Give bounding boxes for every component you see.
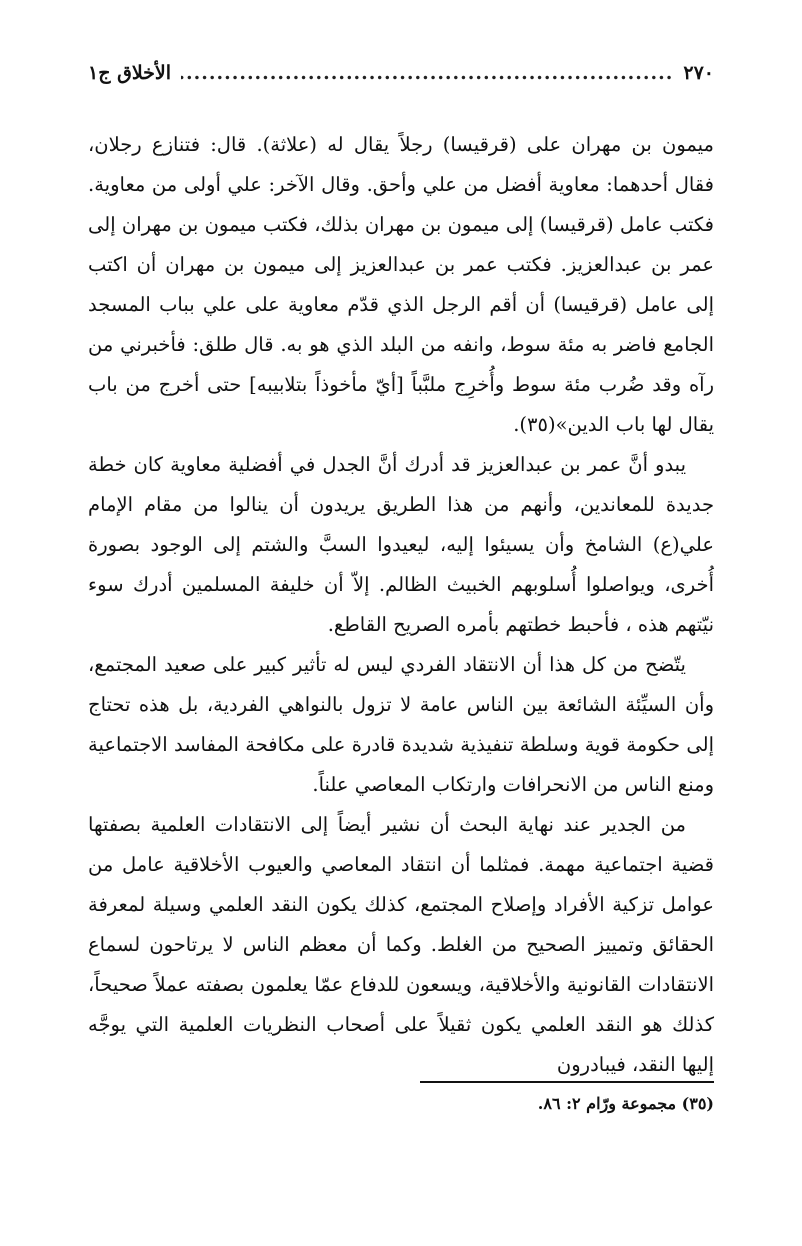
paragraph-quote-continuation: ميمون بن مهران على (قرقيسا) رجلاً يقال له (علاثة). قال: فتنازع رجلان، فقال أحدهما: معاوية أفضل من علي وأحق. وقال الآخر: علي أولى من معاوية. فكتب عامل (قرقيسا) إلى ميمون بن مهران بذلك، فكتب ميمون بن مهران إلى عمر بن عبدالعزيز. فكتب عمر بن عبدالعزيز إلى ميمون بن مهران أن اكتب إلى عامل (قرقيسا) أن أقم الرجل الذي قدّم معاوية على علي بباب المسجد الجامع فاضر به مئة سوط، وانفه من البلد الذي هو به. قال طلق: فأخبرني من رآه وقد ضُرب مئة سوط وأُخرِج ملبَّباً [أيّ مأخوذاً بتلابيبه] حتى أخرج من باب يقال لها باب الدين»(٣٥). [88, 133, 714, 436]
footnote: (٣٥) مجموعة ورّام ٢: ٨٦. [537, 1094, 714, 1113]
main-text [88, 125, 714, 1085]
footnote-separator [420, 1081, 714, 1083]
paragraph: يتّضح من كل هذا أن الانتقاد الفردي ليس له تأثير كبير على صعيد المجتمع، وأن السيِّئة الشائعة بين الناس عامة لا تزول بالنواهي الفردية، بل هذه تحتاج إلى حكومة قوية وسلطة تنفيذية شديدة قادرة على مكافحة المفاسد الاجتماعية ومنع الناس من الانحرافات وارتكاب المعاصي علناً. [88, 653, 714, 796]
running-header [88, 62, 714, 92]
page-number: ٢٧٠ [683, 62, 714, 84]
header-leader-dots [181, 62, 673, 84]
running-title: الأخلاق ج١ [88, 62, 172, 84]
paragraph: من الجدير عند نهاية البحث أن نشير أيضاً إلى الانتقادات العلمية بصفتها قضية اجتماعية مهمة. فمثلما أن انتقاد المعاصي والعيوب الأخلاقية عامل من عوامل تزكية الأفراد وإصلاح المجتمع، كذلك يكون النقد العلمي وسيلة لمعرفة الحقائق وتمييز الصحيح من الغلط. وكما أن معظم الناس لا يرتاحون لسماع الانتقادات القانونية والأخلاقية، ويسعون للدفاع عمّا يعلمون بصفته عملاً صحيحاً، كذلك هو النقد العلمي يكون ثقيلاً على أصحاب النظريات العلمية التي يوجَّه إليها النقد، فيبادرون [88, 813, 714, 1076]
paragraph: يبدو أنَّ عمر بن عبدالعزيز قد أدرك أنَّ الجدل في أفضلية معاوية كان خطة جديدة للمعاندين، وأنهم من هذا الطريق يريدون أن ينالوا من مقام الإمام علي(ع) الشامخ وأن يسيئوا إليه، ليعيدوا السبَّ والشتم إلى الوجود بصورة أُخرى، ويواصلوا أُسلوبهم الخبيث الظالم. إلاّ أن خليفة المسلمين أدرك سوء نيّتهم هذه ، فأحبط خطتهم بأمره الصريح القاطع. [88, 453, 714, 636]
